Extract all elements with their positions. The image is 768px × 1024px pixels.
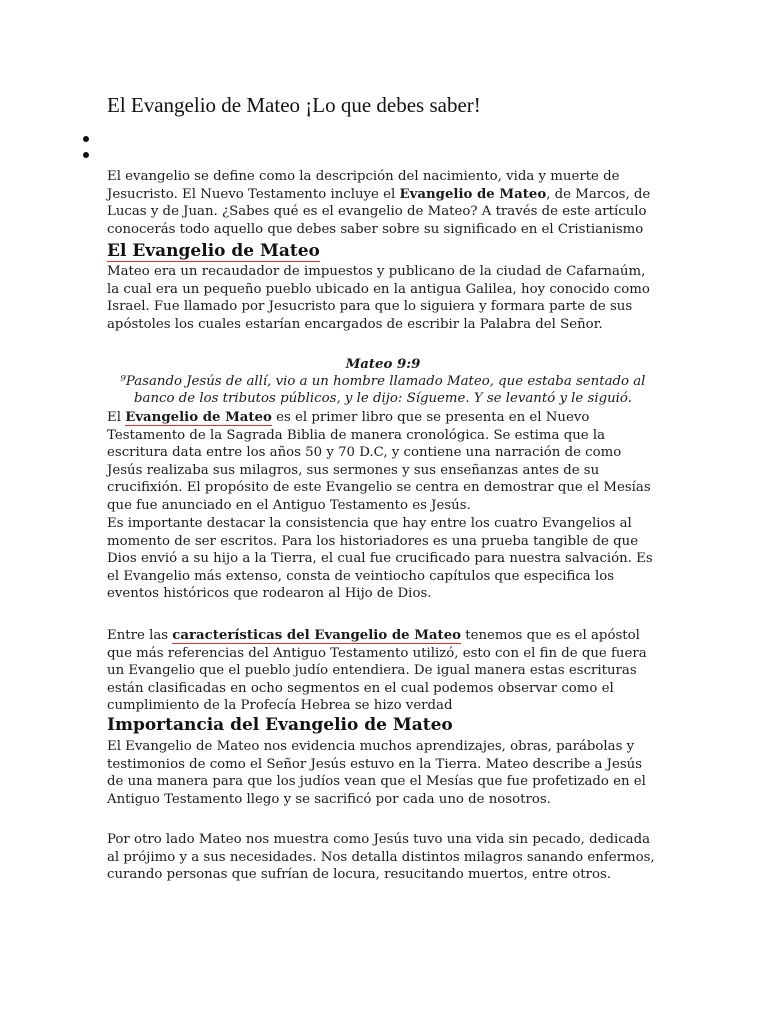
section-heading-evangelio	[107, 240, 320, 262]
p2-text-start: El	[107, 410, 126, 425]
quote-text: ⁹Pasando Jesús de allí, vio a un hombre llamado Mateo, que estaba sentado al banco de los tributos públicos, y le dijo: Sígueme. Y se levantó y le siguió.	[120, 374, 646, 406]
p4-text-end: tenemos que es el apóstol que más referencias del Antiguo Testamento utilizó, esto con el fin de que fuera un Evangelio que el pueblo judío entendiera. De igual manera estas escrituras están clasificadas en ocho segmentos en el cual podemos observar como el cumplimiento de la Profecía Hebrea se hizo verdad	[107, 628, 647, 713]
quote-title: Mateo 9:9	[345, 357, 421, 372]
importance-paragraph: El Evangelio de Mateo nos evidencia muchos aprendizajes, obras, parábolas y testimonios de como el Señor Jesús estuvo en la Tierra. Mateo describe a Jesús de una manera para que los judíos vean que el Mesías que fue profetizado en el Antiguo Testamento llego y se sacrificó por cada uno de nosotros.	[107, 739, 646, 807]
caracteristicas-link[interactable]: características del Evangelio de Mateo	[172, 628, 462, 643]
bullet-dot	[83, 152, 89, 158]
intro-paragraph	[107, 168, 659, 238]
first-book-paragraph	[107, 409, 659, 514]
p2-text-end: es el primer libro que se presenta en el Nuevo Testamento de la Sagrada Biblia de manera cronológica. Se estima que la escritura data entre los años 50 y 70 D.C, y contiene una narración de como Jesús realizaba sus milagros, sus sermones y sus enseñanzas antes de su crucifixión. El propósito de este Evangelio se centra en demostrar que el Mesías que fue anunciado en el Antiguo Testamento es Jesús.	[107, 410, 651, 513]
bullet-dot	[83, 136, 89, 142]
evangelio-link[interactable]: Evangelio de Mateo	[125, 410, 272, 425]
section-heading-importancia: Importancia del Evangelio de Mateo	[107, 715, 453, 735]
empty-bullet-list	[83, 136, 89, 168]
bible-quote	[107, 356, 659, 407]
intro-text-end: , de Marcos, de Lucas y de Juan. ¿Sabes qué es el evangelio de Mateo? A través de este artículo conocerás todo aquello que debes saber sobre su significado en el Cristianismo	[107, 186, 651, 237]
heading-text: El Evangelio de Mateo	[107, 241, 320, 261]
characteristics-paragraph	[107, 627, 659, 715]
p4-text-start: Entre las	[107, 628, 173, 643]
consistency-paragraph: Es importante destacar la consistencia que hay entre los cuatro Evangelios al momento de ser escritos. Para los historiadores es una prueba tangible de que Dios envió a su hijo a la Tierra, el cual fue crucificado para nuestra salvación. Es el Evangelio más extenso, consta de veintiocho capítulos que especifica los eventos históricos que rodearon al Hijo de Dios.	[107, 516, 653, 601]
mateo-intro-paragraph: Mateo era un recaudador de impuestos y publicano de la ciudad de Cafarnaúm, la cual era un pequeño pueblo ubicado en la antigua Galilea, hoy conocido como Israel. Fue llamado por Jesucristo para que lo siguiera y formara parte de sus apóstoles los cuales estarían encargados de escribir la Palabra del Señor.	[107, 264, 650, 332]
intro-bold-term: Evangelio de Mateo	[399, 186, 547, 202]
intro-text-start: El evangelio se define como la descripción del nacimiento, vida y muerte de Jesucristo. El Nuevo Testamento incluye el	[107, 169, 620, 202]
page-title: El Evangelio de Mateo ¡Lo que debes saber!	[107, 93, 481, 117]
closing-paragraph: Por otro lado Mateo nos muestra como Jesús tuvo una vida sin pecado, dedicada al prójimo y a sus necesidades. Nos detalla distintos milagros sanando enfermos, curando personas que sufrían de locura, resucitando muertos, entre otros.	[107, 832, 655, 882]
